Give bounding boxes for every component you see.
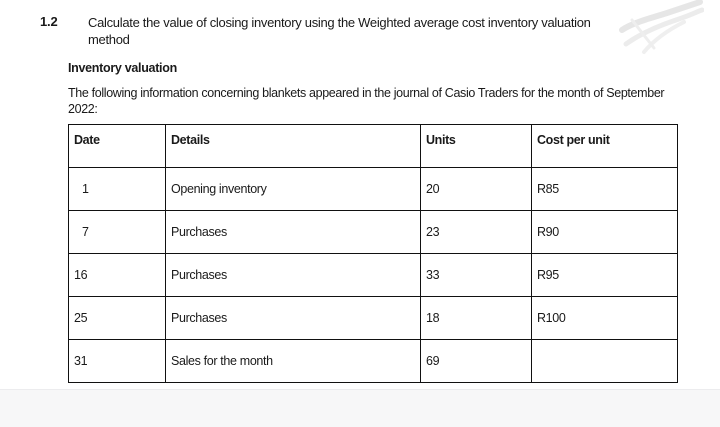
table-row: [69, 168, 678, 211]
inventory-table: [68, 124, 678, 383]
cell-cost: R90: [532, 211, 678, 254]
cell-units: 69: [421, 340, 532, 383]
cell-date: 16: [69, 254, 166, 297]
cell-units: 23: [421, 211, 532, 254]
cell-cost: R95: [532, 254, 678, 297]
table-row: [69, 297, 678, 340]
cell-date: 25: [69, 297, 166, 340]
question-number: 1.2: [40, 14, 58, 29]
cell-date: 1: [69, 168, 166, 211]
cell-units: 20: [421, 168, 532, 211]
cell-date: 31: [69, 340, 166, 383]
section-heading: Inventory valuation: [68, 61, 177, 75]
cell-units: 18: [421, 297, 532, 340]
cell-details: Purchases: [166, 211, 421, 254]
question-text: Calculate the value of closing inventory using the Weighted average cost inventory valuation method: [88, 15, 591, 47]
section-intro: The following information concerning blankets appeared in the journal of Casio Traders for the month of September 2022:: [68, 86, 665, 116]
cell-units: 33: [421, 254, 532, 297]
cell-details: Purchases: [166, 297, 421, 340]
table-row: [69, 254, 678, 297]
table-header-row: [69, 125, 678, 168]
header-date: Date: [69, 125, 166, 168]
cell-details: Sales for the month: [166, 340, 421, 383]
cell-cost: R100: [532, 297, 678, 340]
header-units: Units: [421, 125, 532, 168]
cell-details: Opening inventory: [166, 168, 421, 211]
cell-cost: R85: [532, 168, 678, 211]
header-cost-per-unit: Cost per unit: [532, 125, 678, 168]
page-footer-band: [0, 389, 720, 427]
table-row: [69, 211, 678, 254]
cell-cost: [532, 340, 678, 383]
cell-details: Purchases: [166, 254, 421, 297]
table-row: [69, 340, 678, 383]
header-details: Details: [166, 125, 421, 168]
cell-date: 7: [69, 211, 166, 254]
